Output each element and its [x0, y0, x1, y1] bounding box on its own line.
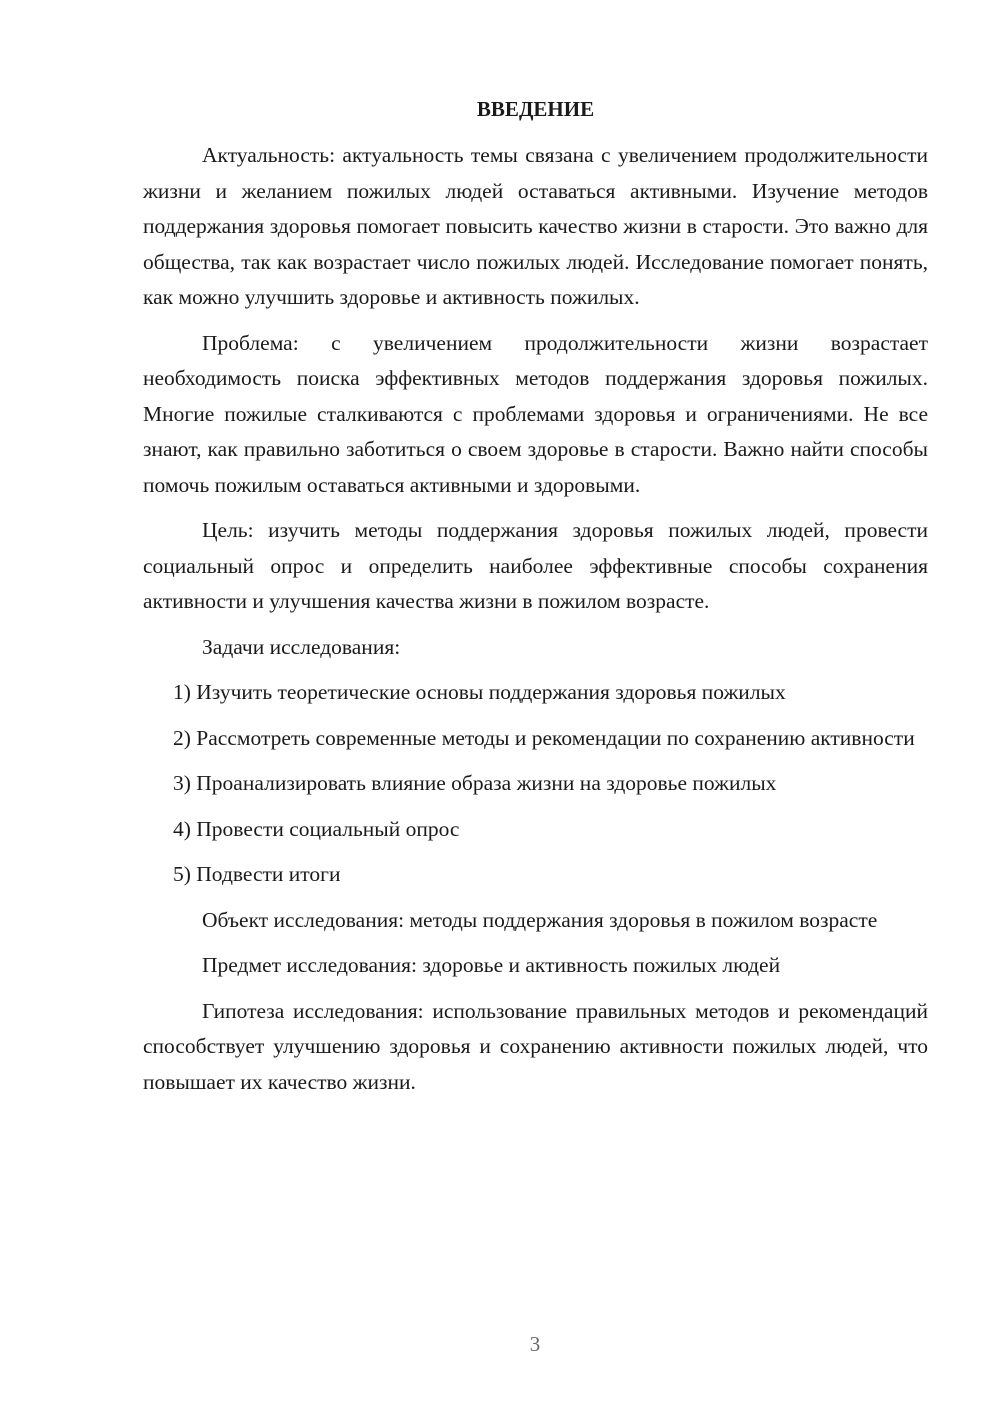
paragraph-relevance: Актуальность: актуальность темы связана с увеличением продолжительности жизни и желанием пожилых людей оставаться активными. Изучение методов поддержания здоровья помогает повысить качество жизни в старости. Это важно для общества, так как возрастает число пожилых людей. Исследование помогает понять, как можно улучшить здоровье и активность пожилых. [143, 143, 928, 309]
tasks-list [143, 675, 928, 893]
paragraph-subject: Предмет исследования: здоровье и активность пожилых людей [202, 953, 781, 977]
list-item: 1) Изучить теоретические основы поддержания здоровья пожилых [173, 680, 786, 704]
tasks-title: Задачи исследования: [202, 634, 401, 659]
paragraph-goal: Цель: изучить методы поддержания здоровья пожилых людей, провести социальный опрос и определить наиболее эффективные способы сохранения активности и улучшения качества жизни в пожилом возрасте. [143, 518, 928, 613]
document-page [143, 92, 928, 1110]
page-number: 3 [529, 1332, 541, 1356]
list-item: 5) Подвести итоги [173, 862, 341, 886]
list-item: 2) Рассмотреть современные методы и рекомендации по сохранению активности [173, 725, 915, 750]
paragraph-problem: Проблема: с увеличением продолжительности жизни возрастает необходимость поиска эффективных методов поддержания здоровья пожилых. Многие пожилые сталкиваются с проблемами здоровья и ограничениями. Не все знают, как правильно заботиться о своем здоровье в старости. Важно найти способы помочь пожилым оставаться активными и здоровыми. [143, 330, 928, 497]
list-item: 3) Проанализировать влияние образа жизни на здоровье пожилых [173, 771, 777, 795]
paragraph-object: Объект исследования: методы поддержания здоровья в пожилом возрасте [202, 907, 878, 932]
list-item: 4) Провести социальный опрос [173, 816, 460, 841]
section-heading: ВВЕДЕНИЕ [476, 97, 595, 121]
paragraph-hypothesis: Гипотеза исследования: использование правильных методов и рекомендаций способствует улучшению здоровья и сохранению активности пожилых людей, что повышает их качество жизни. [143, 998, 928, 1094]
